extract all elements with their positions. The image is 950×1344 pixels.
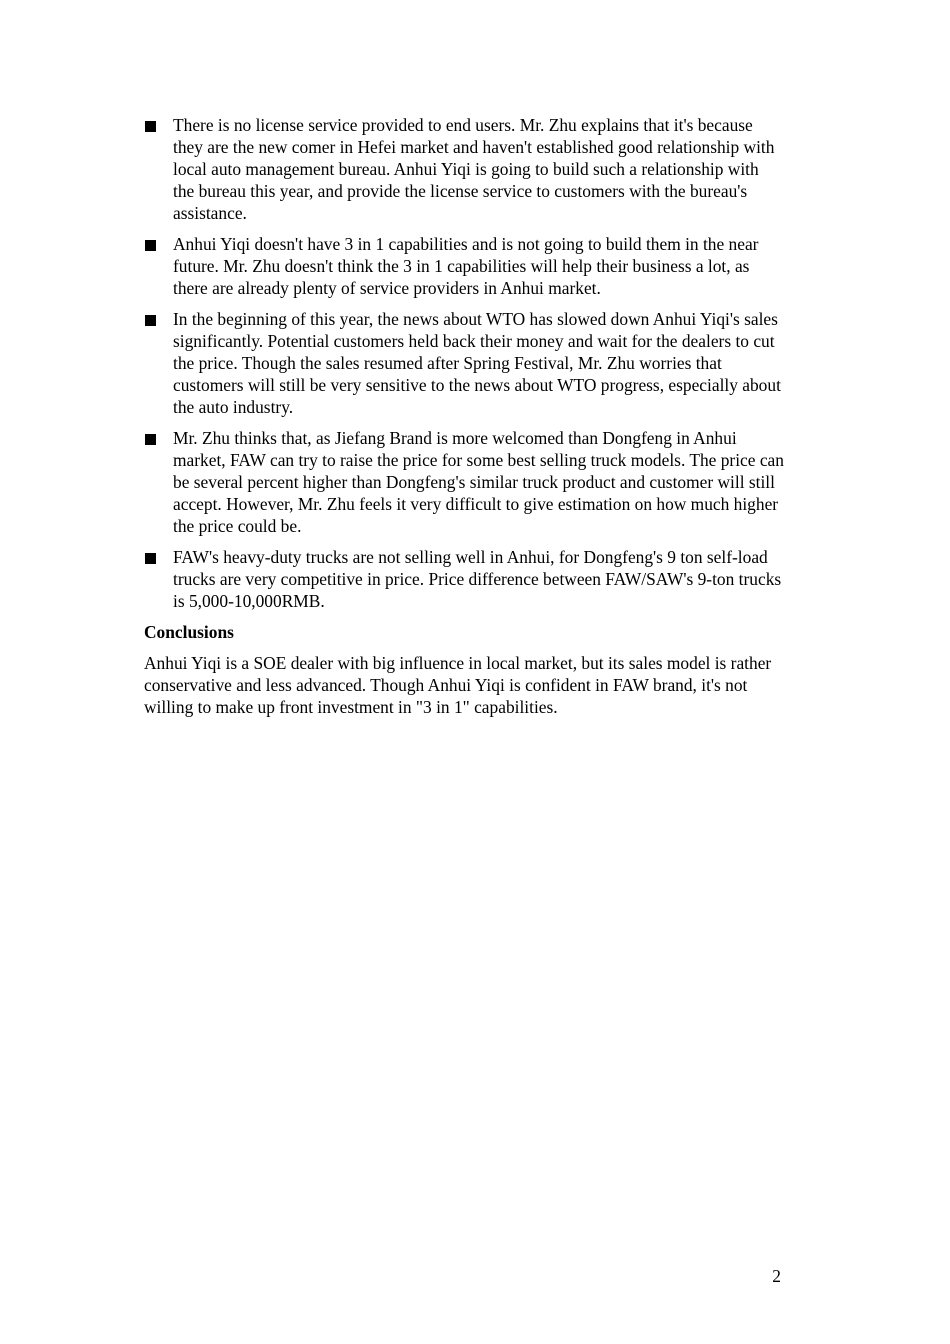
bullet-text: Mr. Zhu thinks that, as Jiefang Brand is more welcomed than Dongfeng in Anhui market, FAW can try to raise the price for some best selling truck models. The price can be several percent higher than Dongfeng's similar truck product and customer will still accept. However, Mr. Zhu feels it very difficult to give estimation on how much higher the price could be.: [173, 428, 784, 536]
bullet-item: [144, 308, 784, 418]
square-bullet-icon: [145, 553, 156, 564]
bullet-item: [144, 427, 784, 537]
conclusions-paragraph: Anhui Yiqi is a SOE dealer with big influence in local market, but its sales model is rather conservative and less advanced. Though Anhui Yiqi is confident in FAW brand, it's not willing to make up front investment in "3 in 1" capabilities.: [144, 653, 772, 717]
bullet-item: [144, 546, 784, 612]
bullet-text: Anhui Yiqi doesn't have 3 in 1 capabilities and is not going to build them in the near future. Mr. Zhu doesn't think the 3 in 1 capabilities will help their business a lot, as there are already plenty of service providers in Anhui market.: [173, 234, 759, 298]
bullet-item: [144, 114, 784, 224]
bullet-list: [144, 114, 784, 612]
square-bullet-icon: [145, 315, 156, 326]
square-bullet-icon: [145, 434, 156, 445]
square-bullet-icon: [145, 121, 156, 132]
bullet-text: There is no license service provided to end users. Mr. Zhu explains that it's because they are the new comer in Hefei market and haven't established good relationship with local auto management bureau. Anhui Yiqi is going to build such a relationship with the bureau this year, and provide the license service to customers with the bureau's assistance.: [173, 115, 775, 223]
conclusions-heading: Conclusions: [144, 622, 234, 642]
bullet-item: [144, 233, 784, 299]
bullet-text: In the beginning of this year, the news about WTO has slowed down Anhui Yiqi's sales significantly. Potential customers held back their money and wait for the dealers to cut the price. Though the sales resumed after Spring Festival, Mr. Zhu worries that customers will still be very sensitive to the news about WTO progress, especially about the auto industry.: [173, 309, 781, 417]
square-bullet-icon: [145, 240, 156, 251]
bullet-text: FAW's heavy-duty trucks are not selling well in Anhui, for Dongfeng's 9 ton self-load trucks are very competitive in price. Price difference between FAW/SAW's 9-ton trucks is 5,000-10,000RMB.: [173, 547, 782, 611]
page-content: [144, 114, 784, 718]
page-number: 2: [772, 1266, 781, 1286]
